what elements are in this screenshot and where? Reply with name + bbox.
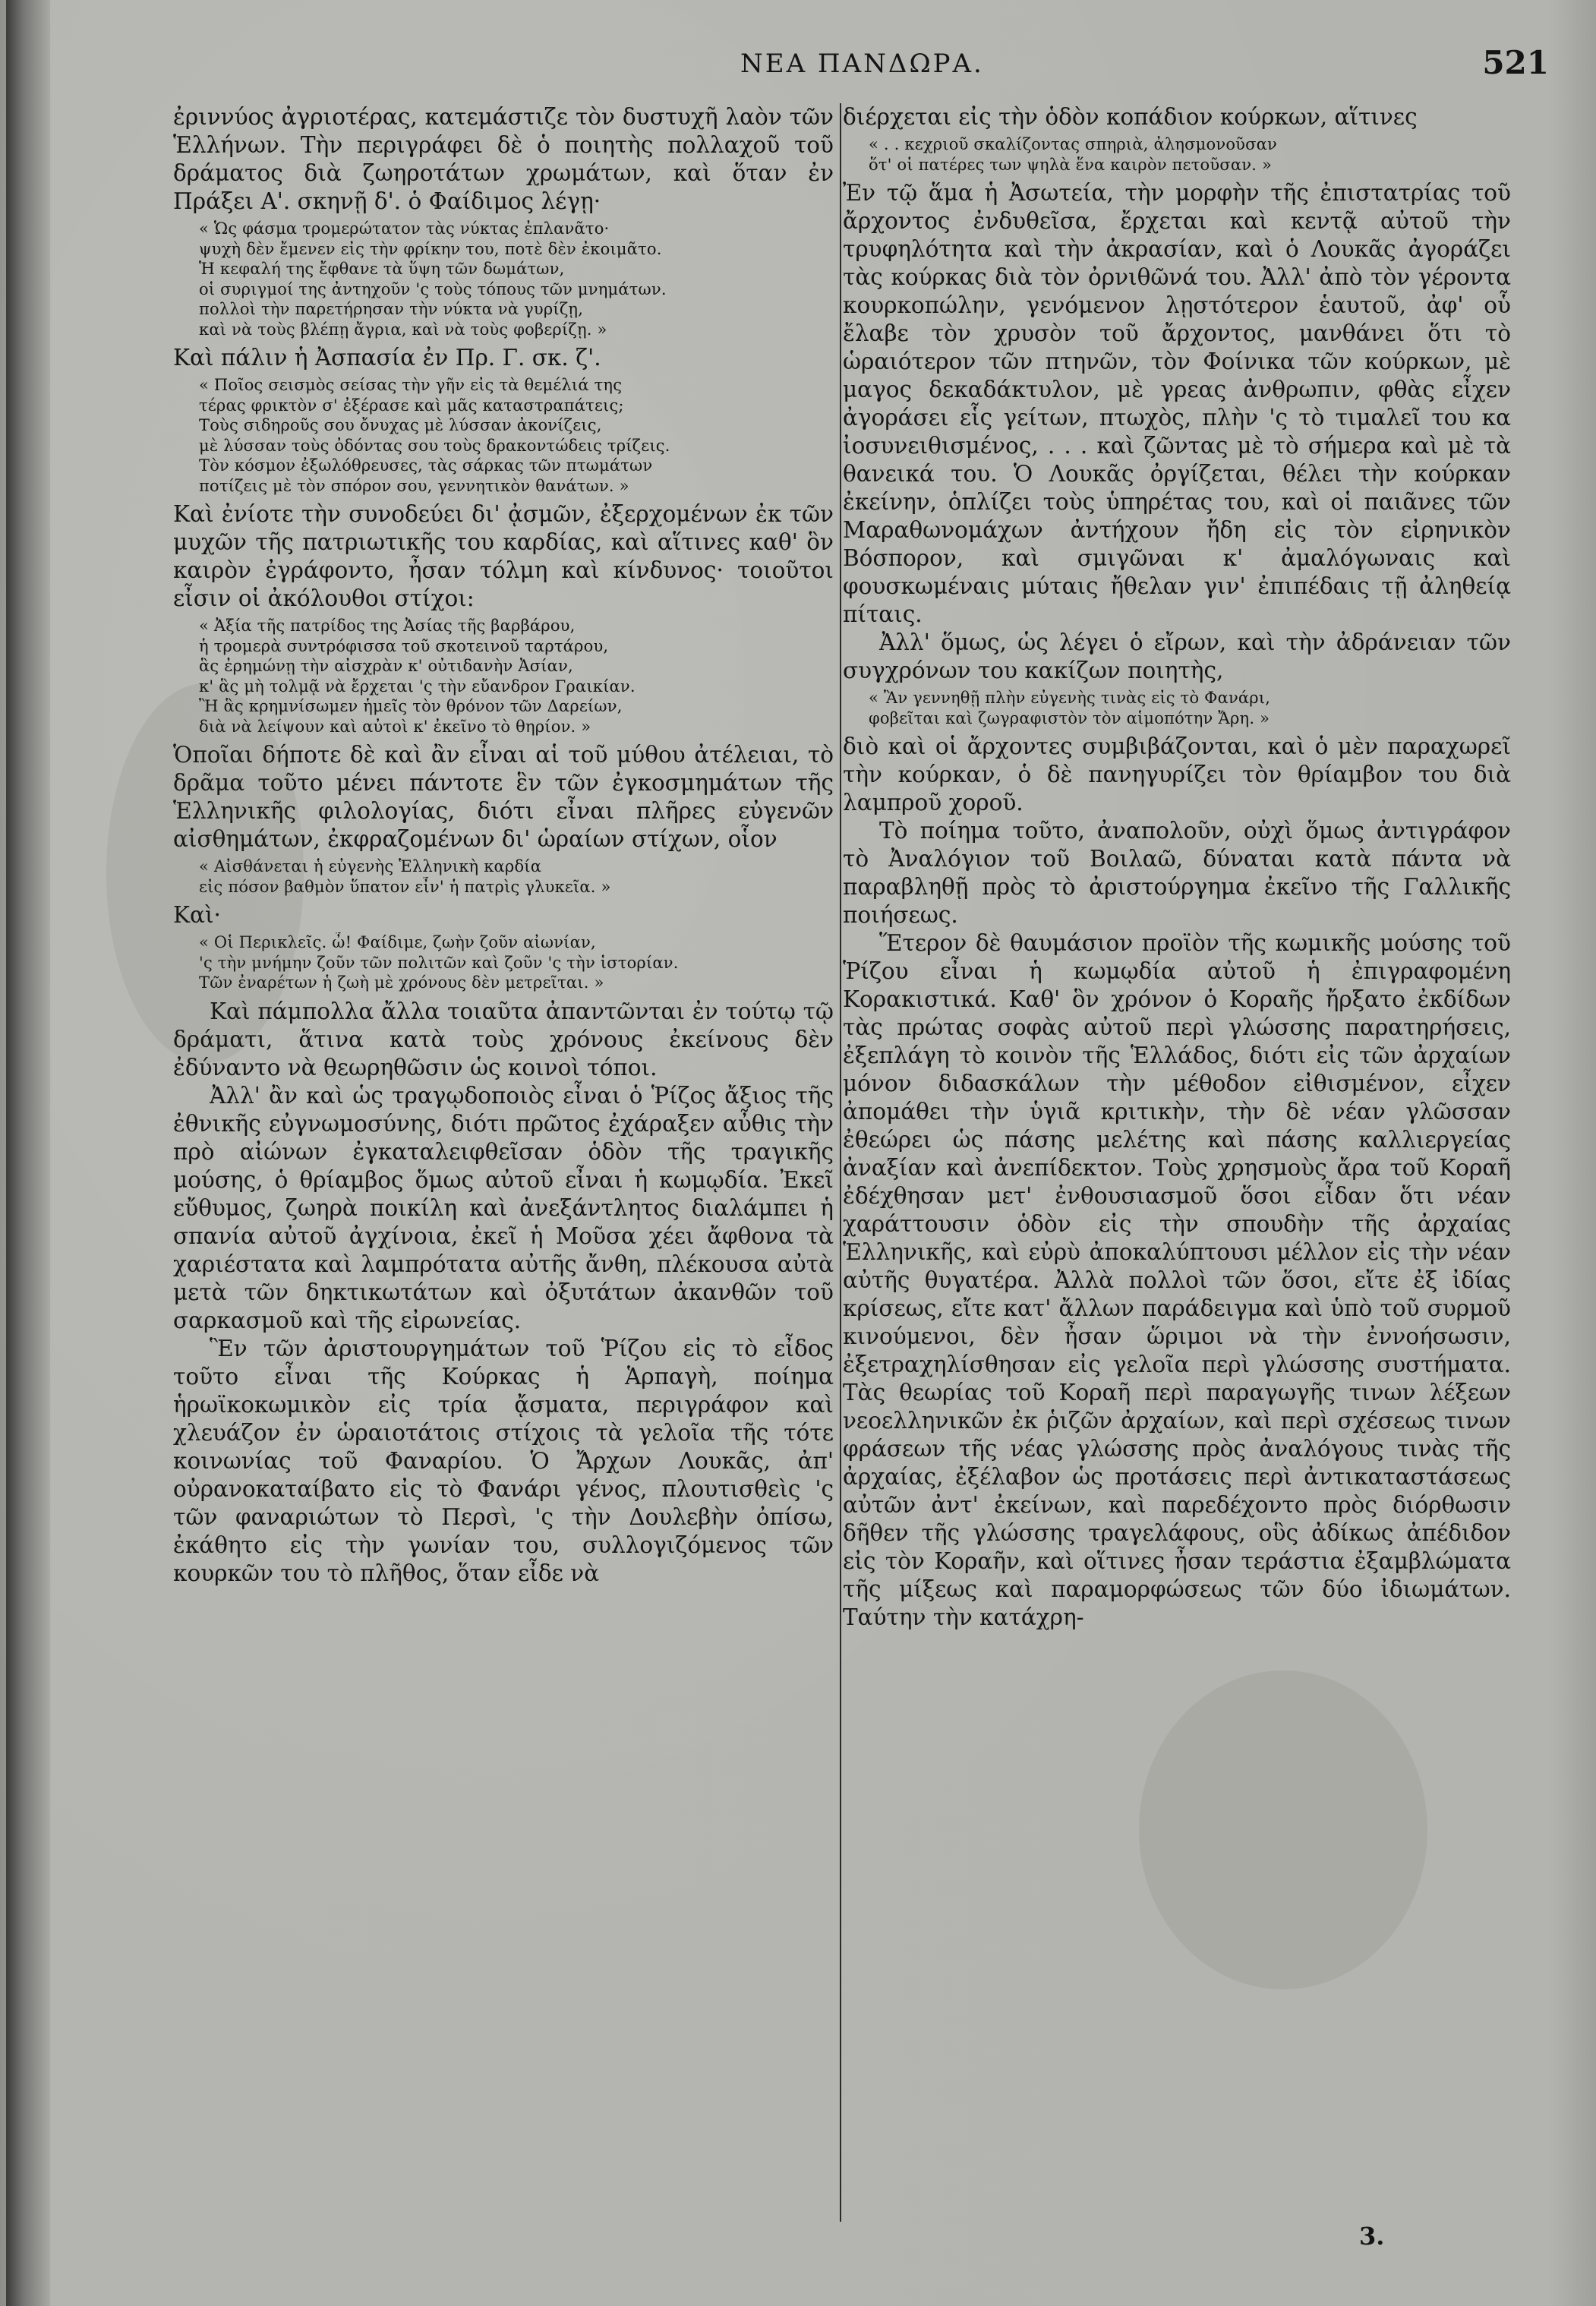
verse-line: ἡ τρομερὰ συντρόφισσα τοῦ σκοτεινοῦ ταρτάρου, [199, 636, 609, 655]
verse-line: « Οἱ Περικλεῖς. ὦ! Φαίδιμε, ζωὴν ζοῦν αἰωνίαν, [199, 933, 596, 951]
verse-line: « Ἀξία τῆς πατρίδος της Ἀσίας τῆς βαρβάρου, [199, 617, 576, 635]
verse-quotation [173, 375, 834, 496]
page-header [175, 44, 1549, 90]
verse-line: « Ἂν γεννηθῇ πλὴν εὐγενὴς τινὰς εἰς τὸ Φανάρι, [869, 689, 1271, 707]
verse-line: Τῶν ἐναρέτων ἡ ζωὴ μὲ χρόνους δὲν μετρεῖται. » [199, 973, 604, 992]
signature-mark: 3. [1359, 2222, 1385, 2251]
verse-quotation [173, 219, 834, 339]
verse-line: « Ποῖος σεισμὸς σείσας τὴν γῆν εἰς τὰ θεμέλιά της [199, 376, 623, 394]
verse-line: Τοὺς σιδηροῦς σου ὄνυχας μὲ λύσσαν ἀκονίζεις, [199, 416, 602, 434]
paragraph: Καὶ πάλιν ἡ Ἀσπασία ἐν Πρ. Γ. σκ. ζ'. [173, 345, 601, 371]
running-title: ΝΕΑ ΠΑΝΔΩΡΑ. [740, 49, 984, 79]
verse-line: « Αἰσθάνεται ἡ εὐγενὴς Ἑλληνικὴ καρδία [199, 857, 542, 875]
verse-quotation [843, 134, 1511, 175]
verse-line: καὶ νὰ τοὺς βλέπῃ ἄγρια, καὶ νὰ τοὺς φοβερίζῃ. » [199, 320, 607, 339]
paragraph: Καὶ· [173, 902, 221, 928]
verse-quotation [173, 856, 834, 897]
paragraph: ἐριννύος ἀγριοτέρας, κατεμάστιζε τὸν δυστυχῆ λαὸν τῶν Ἑλλήνων. Τὴν περιγράφει δὲ ὁ ποιητὴς πολλαχοῦ τοῦ δράματος διὰ ζωηροτάτων χρωμάτων, καὶ ὅταν ἐν Πράξει Α'. σκηνῇ δ'. ὁ Φαίδιμος λέγῃ· [173, 104, 834, 214]
verse-line: Ἢ ἃς κρημνίσωμεν ἡμεῖς τὸν θρόνον τῶν Δαρείων, [199, 697, 623, 715]
paragraph: Ἓν τῶν ἀριστουργημάτων τοῦ Ῥίζου εἰς τὸ εἶδος τοῦτο εἶναι τῆς Κούρκας ἡ Ἁρπαγὴ, ποίημα ἡρωϊκοκωμικὸν εἰς τρία ᾄσματα, περιγράφον καὶ χλευάζον ἐν ὡραιοτάτοις στίχοις τὰ γελοῖα τῆς τότε κοινωνίας τοῦ Φαναρίου. Ὁ Ἄρχων Λουκᾶς, ἀπ' οὐρανοκαταίβατο εἰς τὸ Φανάρι γένος, πλουτισθεὶς 'ς τῶν φαναριώτων τὸ Περσὶ, 'ς τὴν Δουλεβὴν ὀπίσω, ἐκάθητο εἰς τὴν γωνίαν του, συλλογιζόμενος τῶν κουρκῶν του τὸ πλῆθος, ὅταν εἶδε νὰ [173, 1335, 834, 1586]
paragraph: Ὁποῖαι δήποτε δὲ καὶ ἂν εἶναι αἱ τοῦ μύθου ἀτέλειαι, τὸ δρᾶμα τοῦτο μένει πάντοτε ἓν τῶν ἐγκοσμημάτων τῆς Ἑλληνικῆς φιλολογίας, διότι εἶναι πλῆρες εὐγενῶν αἰσθημάτων, ἐκφραζομένων δι' ὡραίων στίχων, οἷον [173, 742, 834, 852]
verse-line: εἰς πόσον βαθμὸν ὕπατον εἶν' ἡ πατρὶς γλυκεῖα. » [199, 877, 611, 896]
verse-line: κ' ἃς μὴ τολμᾷ νὰ ἔρχεται 'ς τὴν εὔανδρον Γραικίαν. [199, 677, 636, 696]
verse-line: οἱ συριγμοί της ἀντηχοῦν 'ς τοὺς τόπους τῶν μνημάτων. [199, 279, 667, 298]
left-column [173, 103, 834, 2275]
verse-line: ὅτ' οἱ πατέρες των ψηλὰ ἕνα καιρὸν πετοῦσαν. » [869, 155, 1273, 174]
column-divider [840, 103, 841, 2222]
verse-line: τέρας φρικτὸν σ' ἐξέρασε καὶ μᾶς καταστραπάτεις; [199, 396, 624, 415]
paragraph: Ἐν τῷ ἅμα ἡ Ἀσωτεία, τὴν μορφὴν τῆς ἐπιστατρίας τοῦ ἄρχοντος ἐνδυθεῖσα, ἔρχεται καὶ κεντᾷ αὐτοῦ τὴν τρυφηλότητα καὶ τὴν ἀκρασίαν, καὶ ὁ Λουκᾶς ἀγοράζει τὰς κούρκας διὰ τὸν ὀρνιθῶνά του. Ἀλλ' ἀπὸ τὸν γέροντα κουρκοπώλην, γενόμενον λῃστότερον ἑαυτοῦ, ἀφ' οὗ ἔλαβε τὸν χρυσὸν τοῦ ἄρχοντος, μανθάνει ὅτι τὸ ὡραιότερον τῶν πτηνῶν, τὸν Φοίνικα τῶν κούρκων, μὲ μαγος δεκαδάκτυλον, μὲ γρεας ἀνθρωπιν, φθὰς εἶχεν ἀγοράσει εἷς γείτων, πτωχὸς, πλὴν 'ς τὸ τιμαλεῖ του κα ἰοσυνειθισμένος, . . . καὶ ζῶντας μὲ τὸ σήμερα καὶ μὲ τὰ θανεικά του. Ὁ Λουκᾶς ὀργίζεται, θέλει τὴν κούρκαν ἐκείνην, ὁπλίζει τοὺς ὑπηρέτας του, καὶ οἱ παιᾶνες τῶν Μαραθωνομάχων ἀντήχουν ἤδη εἰς τὸν εἰρηνικὸν Βόσπορον, καὶ σμιγῶναι κ' ἀμαλόγωναις καὶ φουσκωμέναις μύταις ἤθελαν γιν' ἐπιπέδαις τῇ ἀληθείᾳ πίταις. [843, 180, 1511, 627]
verse-line: ποτίζεις μὲ τὸν σπόρον σου, γεννητικὸν θανάτων. » [199, 476, 629, 495]
verse-line: μὲ λύσσαν τοὺς ὀδόντας σου τοὺς δρακοντώδεις τρίζεις. [199, 436, 670, 455]
paragraph: Καὶ πάμπολλα ἄλλα τοιαῦτα ἀπαντῶνται ἐν τούτῳ τῷ δράματι, ἅτινα κατὰ τοὺς χρόνους ἐκείνους δὲν ἐδύναντο νὰ θεωρηθῶσιν ὡς κοινοὶ τόποι. [173, 998, 834, 1080]
verse-line: διὰ νὰ λείψουν καὶ αὐτοὶ κ' ἐκεῖνο τὸ θηρίον. » [199, 717, 591, 736]
verse-line: « . . κεχριοῦ σκαλίζοντας σπηριὰ, ἀλησμονοῦσαν [869, 135, 1278, 153]
book-spine-shadow [6, 0, 50, 2306]
paragraph: Ἀλλ' ὅμως, ὡς λέγει ὁ εἴρων, καὶ τὴν ἀδράνειαν τῶν συγχρόνων του κακίζων ποιητὴς, [843, 629, 1511, 683]
verse-line: πολλοὶ τὴν παρετήρησαν τὴν νύκτα νὰ γυρίζῃ, [199, 300, 584, 318]
paragraph: Τὸ ποίημα τοῦτο, ἀναπολοῦν, οὐχὶ ὅμως ἀντιγράφον τὸ Ἀναλόγιον τοῦ Βοιλαῶ, δύναται κατὰ πάντα νὰ παραβληθῇ πρὸς τὸ ἀριστούργημα ἐκεῖνο τῆς Γαλλικῆς ποιήσεως. [843, 818, 1511, 928]
right-column [843, 103, 1511, 2275]
verse-quotation [843, 688, 1511, 728]
page-number: 521 [1482, 44, 1549, 81]
verse-line: « Ὡς φάσμα τρομερώτατον τὰς νύκτας ἐπλανᾶτο· [199, 219, 610, 238]
paragraph: διὸ καὶ οἱ ἄρχοντες συμβιβάζονται, καὶ ὁ μὲν παραχωρεῖ τὴν κούρκαν, ὁ δὲ πανηγυρίζει τὸν θρίαμβον του διὰ λαμπροῦ χοροῦ. [843, 733, 1511, 815]
paragraph: Καὶ ἐνίοτε τὴν συνοδεύει δι' ᾀσμῶν, ἐξερχομένων ἐκ τῶν μυχῶν τῆς πατριωτικῆς του καρδίας, καὶ αἵτινες καθ' ὃν καιρὸν ἐγράφοντο, ἦσαν τόλμη καὶ κίνδυνος· τοιοῦτοι εἶσιν οἱ ἀκόλουθοι στίχοι: [173, 501, 834, 611]
verse-line: Ἡ κεφαλή της ἔφθανε τὰ ὕψη τῶν δωμάτων, [199, 260, 565, 278]
verse-quotation [173, 932, 834, 993]
verse-quotation [173, 616, 834, 737]
verse-line: ἃς ἐρημώνῃ τὴν αἰσχρὰν κ' οὐτιδανὴν Ἀσίαν, [199, 657, 573, 675]
verse-line: Τὸν κόσμον ἐξωλόθρευσες, τὰς σάρκας τῶν πτωμάτων [199, 456, 653, 475]
verse-line: 'ς τὴν μνήμην ζοῦν τῶν πολιτῶν καὶ ζοῦν 'ς τὴν ἱστορίαν. [199, 953, 679, 972]
paragraph: Ἕτερον δὲ θαυμάσιον προϊὸν τῆς κωμικῆς μούσης τοῦ Ῥίζου εἶναι ἡ κωμῳδία αὐτοῦ ἡ ἐπιγραφομένη Κορακιστικά. Καθ' ὃν χρόνον ὁ Κοραῆς ἤρξατο ἐκδίδων τὰς πρώτας σοφὰς αὐτοῦ περὶ γλώσσης παρατηρήσεις, ἐξεπλάγη τὸ κοινὸν τῆς Ἑλλάδος, διότι εἰς τῶν ἀρχαίων μόνον διδασκάλων τὴν μέθοδον εἰθισμένον, εἶχεν ἀπομάθει τὴν ὑγιᾶ κριτικὴν, τὴν δὲ νέαν γλῶσσαν ἐθεώρει ὡς πάσης μελέτης καὶ πάσης καλλιεργείας ἀναξίαν καὶ ἀνεπίδεκτον. Τοὺς χρησμοὺς ἄρα τοῦ Κοραῆ ἐδέχθησαν μετ' ἐνθουσιασμοῦ ὅσοι εἶδαν ὅτι νέαν χαράττουσιν ὁδὸν εἰς τὴν σπουδὴν τῆς ἀρχαίας Ἑλληνικῆς, καὶ εὐρὺ ἀποκαλύπτουσι μέλλον εἰς τὴν νέαν αὐτῆς θυγατέρα. Ἀλλὰ πολλοὶ τῶν ὅσοι, εἴτε ἐξ ἰδίας κρίσεως, εἴτε κατ' ἄλλων παράδειγμα καὶ ὑπὸ τοῦ συρμοῦ κινούμενοι, δὲν ἦσαν ὥριμοι νὰ τὴν ἐννοήσωσιν, ἐξετραχηλίσθησαν εἰς γελοῖα περὶ γλώσσης συστήματα. Τὰς θεωρίας τοῦ Κοραῆ περὶ παραγωγῆς τινων λέξεων νεοελληνικῶν ἐκ ῥιζῶν ἀρχαίων, καὶ περὶ σχέσεως τινων φράσεων τῆς νέας γλώσσης πρὸς ἀναλόγους τινὰς τῆς ἀρχαίας, ἐξέλαβον ὡς προτάσεις περὶ ἀντικαταστάσεως αὐτῶν ἀντ' ἐκείνων, καὶ παρεδέχοντο πρὸς διόρθωσιν δῆθεν τῆς γλώσσης τραγελάφους, οὓς ἀδίκως ἀπέδιδον εἰς τὸν Κοραῆν, καὶ οἵτινες ἦσαν τεράστια ἐξαμβλώματα τῆς μίξεως καὶ παραμορφώσεως τῶν δύο ἰδιωμάτων. Ταύτην τὴν κατάχρη- [843, 930, 1511, 1630]
verse-line: ψυχὴ δὲν ἔμενεν εἰς τὴν φρίκην του, ποτὲ δὲν ἐκοιμᾶτο. [199, 239, 662, 258]
verse-line: φοβεῖται καὶ ζωγραφιστὸν τὸν αἱμοπότην Ἄρη. » [869, 708, 1270, 727]
paragraph: Ἀλλ' ἂν καὶ ὡς τραγῳδοποιὸς εἶναι ὁ Ῥίζος ἄξιος τῆς ἐθνικῆς εὐγνωμοσύνης, διότι πρῶτος ἐχάραξεν αὖθις τὴν πρὸ αἰώνων ἐγκαταλειφθεῖσαν ὁδὸν τῆς τραγικῆς μούσης, ὁ θρίαμβος ὅμως αὐτοῦ εἶναι ἡ κωμῳδία. Ἐκεῖ εὔθυμος, ζωηρὰ ποικίλη καὶ ἀνεξάντλητος διαλάμπει ἡ σπανία αὐτοῦ ἀγχίνοια, ἐκεῖ ἡ Μοῦσα χέει ἄφθονα τὰ χαριέστατα καὶ λαμπρότατα αὐτῆς ἄνθη, πλέκουσα αὐτὰ μετὰ τῶν δηκτικωτάτων καὶ ὀξυτάτων ἀκανθῶν τοῦ σαρκασμοῦ καὶ τῆς εἰρωνείας. [173, 1082, 834, 1333]
paragraph: διέρχεται εἰς τὴν ὁδὸν κοπάδιον κούρκων, αἵτινες [843, 104, 1418, 130]
